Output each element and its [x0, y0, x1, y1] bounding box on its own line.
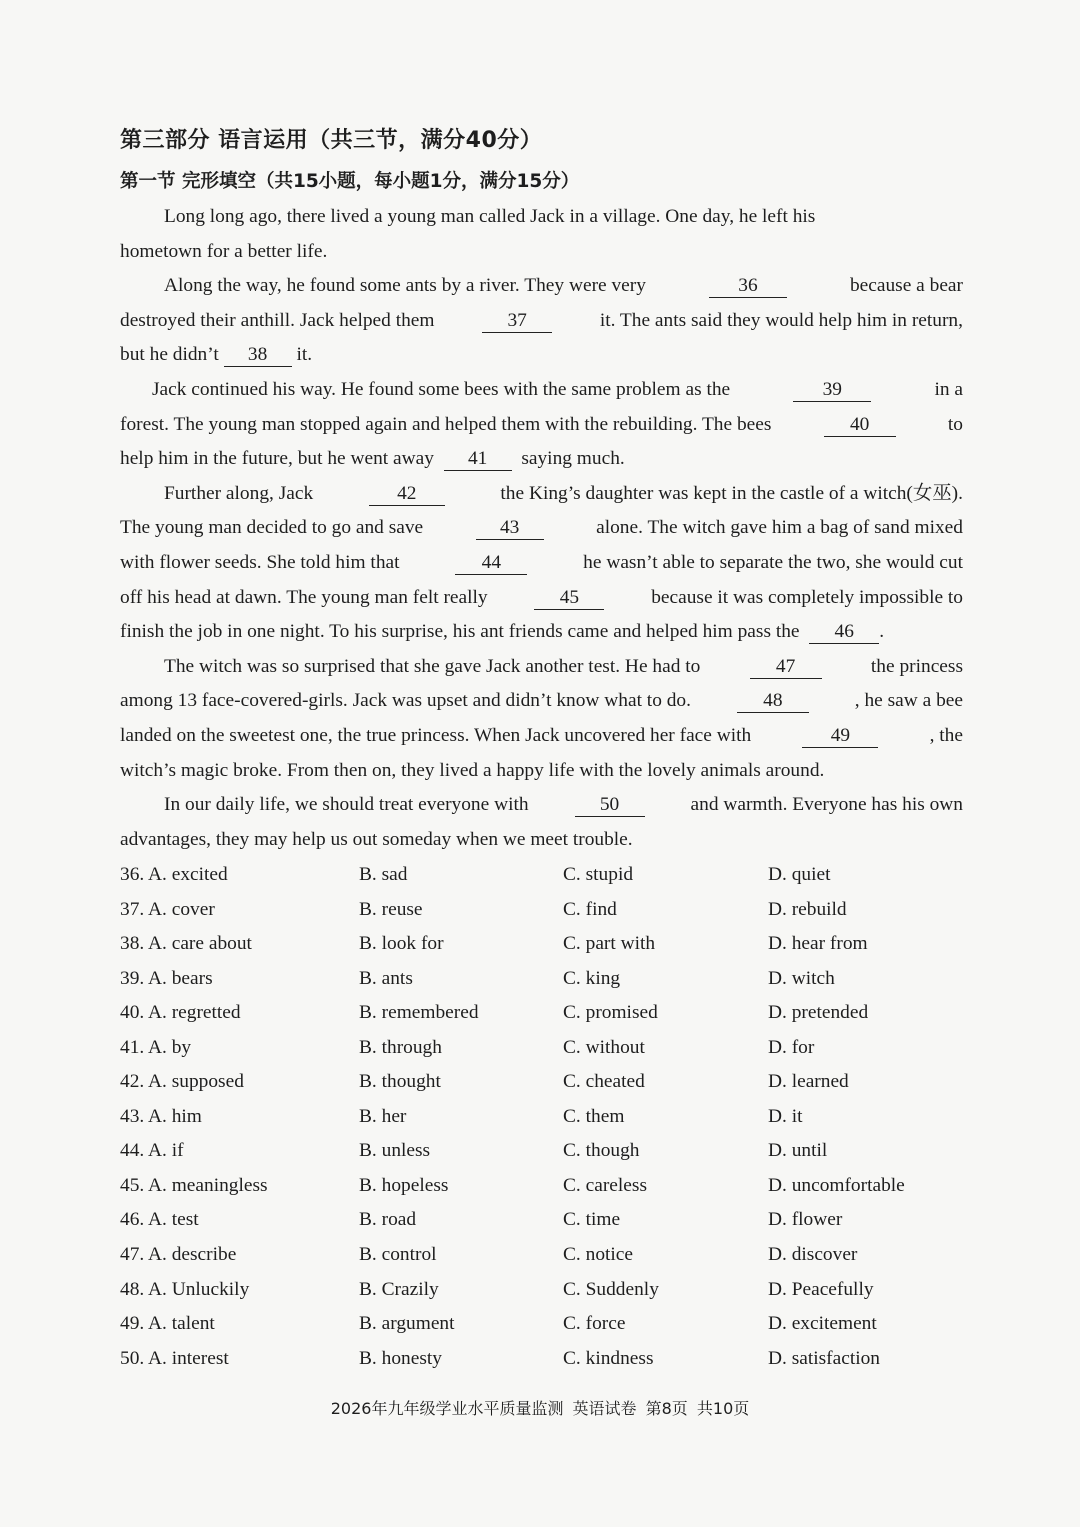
passage-text: landed on the sweetest one, the true princess. When Jack uncovered her face with: [120, 724, 752, 746]
option-c: C. kindness: [563, 1347, 654, 1369]
option-b: B. honesty: [359, 1347, 442, 1369]
option-row: [120, 927, 980, 962]
option-c: C. promised: [563, 1002, 658, 1024]
option-b: B. control: [359, 1244, 437, 1266]
option-b: B. reuse: [359, 898, 423, 920]
option-row: [120, 1342, 980, 1377]
section-title: 第一节 完形填空（共15小题，每小题1分，满分15分）: [120, 171, 580, 192]
option-c: C. them: [563, 1105, 625, 1127]
blank-46: 46: [809, 621, 879, 644]
option-a: 44. A. if: [120, 1140, 184, 1162]
option-a: 49. A. talent: [120, 1313, 215, 1335]
blank-37: 37: [482, 310, 552, 333]
option-a: 38. A. care about: [120, 933, 252, 955]
passage-line: [120, 546, 963, 581]
option-d: D. until: [768, 1140, 828, 1162]
passage-text: Jack continued his way. He found some bees with the same problem as the: [152, 378, 731, 400]
passage-text: finish the job in one night. To his surprise, his ant friends came and helped him pass the: [120, 621, 810, 643]
option-c: C. without: [563, 1036, 645, 1058]
option-a: 41. A. by: [120, 1036, 192, 1058]
option-c: C. careless: [563, 1174, 647, 1196]
passage-text: Further along, Jack: [164, 482, 314, 504]
option-b: B. unless: [359, 1140, 431, 1162]
passage-text: the King’s daughter was kept in the castle of a witch(女巫).: [500, 482, 963, 504]
passage-text: , the: [929, 724, 963, 746]
passage-line: [120, 823, 963, 858]
option-d: D. excitement: [768, 1313, 877, 1335]
passage-line: [120, 304, 963, 339]
option-row: [120, 858, 980, 893]
passage-text: off his head at dawn. The young man felt really: [120, 586, 488, 608]
passage-line: [120, 338, 963, 373]
blank-48: 48: [737, 690, 809, 713]
option-a: 48. A. Unluckily: [120, 1278, 250, 1300]
passage-text: forest. The young man stopped again and helped them with the rebuilding. The bees: [120, 413, 772, 435]
passage-text: The young man decided to go and save: [120, 517, 424, 539]
passage-text: but he didn’t: [120, 344, 224, 366]
option-a: 45. A. meaningless: [120, 1174, 268, 1196]
option-row: [120, 996, 980, 1031]
passage-text: to: [947, 413, 963, 435]
option-row: [120, 1169, 980, 1204]
passage-line: [120, 269, 963, 304]
blank-38: 38: [224, 344, 292, 367]
passage-line: [120, 235, 963, 270]
option-c: C. time: [563, 1209, 621, 1231]
option-row: [120, 1065, 980, 1100]
passage-text: The witch was so surprised that she gave Jack another test. He had to: [164, 655, 701, 677]
option-b: B. road: [359, 1209, 417, 1231]
option-b: B. thought: [359, 1071, 441, 1093]
option-b: B. Crazily: [359, 1278, 439, 1300]
passage-text: it. The ants said they would help him in return,: [599, 309, 963, 331]
option-a: 50. A. interest: [120, 1347, 229, 1369]
passage-text: hometown for a better life.: [120, 240, 328, 262]
option-d: D. hear from: [768, 933, 868, 955]
option-c: C. find: [563, 898, 617, 920]
option-a: 40. A. regretted: [120, 1002, 241, 1024]
option-d: D. witch: [768, 967, 835, 989]
blank-45: 45: [534, 587, 604, 610]
passage-line: [120, 754, 963, 789]
option-d: D. uncomfortable: [768, 1174, 905, 1196]
option-d: D. satisfaction: [768, 1347, 881, 1369]
option-b: B. look for: [359, 933, 444, 955]
blank-39: 39: [793, 379, 871, 402]
passage-text: among 13 face-covered-girls. Jack was upset and didn’t know what to do.: [120, 690, 691, 712]
option-c: C. Suddenly: [563, 1278, 659, 1300]
option-b: B. ants: [359, 967, 413, 989]
option-d: D. learned: [768, 1071, 849, 1093]
option-b: B. argument: [359, 1313, 455, 1335]
passage-text: alone. The witch gave him a bag of sand mixed: [596, 517, 963, 539]
passage-line: [120, 200, 963, 235]
option-c: C. cheated: [563, 1071, 645, 1093]
option-b: B. through: [359, 1036, 442, 1058]
option-row: [120, 1134, 980, 1169]
option-d: D. pretended: [768, 1002, 869, 1024]
option-row: [120, 1238, 980, 1273]
blank-49: 49: [802, 725, 878, 748]
option-d: D. discover: [768, 1244, 858, 1266]
option-d: D. quiet: [768, 864, 831, 885]
option-a: 42. A. supposed: [120, 1071, 244, 1093]
passage-line: [120, 719, 963, 754]
passage-text: in a: [934, 378, 963, 400]
passage-line: [120, 373, 963, 408]
blank-47: 47: [750, 656, 822, 679]
blank-44: 44: [455, 552, 527, 575]
passage-line: [120, 615, 963, 650]
passage-line: [120, 581, 963, 616]
passage-text: Along the way, he found some ants by a river. They were very: [164, 275, 646, 297]
passage-text: In our daily life, we should treat everyone with: [164, 794, 529, 816]
passage-text: .: [879, 621, 885, 643]
passage-text: destroyed their anthill. Jack helped them: [120, 309, 435, 331]
answer-options: [120, 858, 980, 1376]
option-c: C. though: [563, 1140, 640, 1162]
blank-41: 41: [444, 448, 512, 471]
passage-line: [120, 442, 963, 477]
passage-line: [120, 684, 963, 719]
passage-line: [120, 408, 963, 443]
option-row: [120, 1031, 980, 1066]
option-row: [120, 1273, 980, 1308]
option-d: D. rebuild: [768, 898, 847, 920]
option-c: C. notice: [563, 1244, 634, 1266]
option-a: 46. A. test: [120, 1209, 199, 1231]
passage-line: [120, 650, 963, 685]
option-b: B. hopeless: [359, 1174, 449, 1196]
passage-text: with flower seeds. She told him that: [120, 551, 400, 573]
passage-text: help him in the future, but he went away: [120, 448, 444, 470]
passage-text: because it was completely impossible to: [651, 586, 963, 608]
option-d: D. Peacefully: [768, 1278, 874, 1300]
option-c: C. king: [563, 967, 621, 989]
option-row: [120, 1203, 980, 1238]
option-c: C. stupid: [563, 864, 634, 885]
passage-text: advantages, they may help us out someday when we meet trouble.: [120, 828, 633, 850]
option-row: [120, 1307, 980, 1342]
passage-text: and warmth. Everyone has his own: [690, 794, 963, 816]
passage-text: saying much.: [511, 448, 625, 470]
option-b: B. sad: [359, 864, 408, 885]
passage-text: the princess: [870, 655, 963, 677]
passage-line: [120, 477, 963, 512]
passage-text: it.: [291, 344, 313, 366]
passage-text: witch’s magic broke. From then on, they lived a happy life with the lovely animals around.: [120, 759, 825, 781]
option-a: 47. A. describe: [120, 1244, 237, 1266]
blank-50: 50: [575, 794, 645, 817]
option-row: [120, 893, 980, 928]
passage-line: [120, 511, 963, 546]
passage-text: , he saw a bee: [854, 690, 963, 712]
option-a: 37. A. cover: [120, 898, 215, 920]
option-b: B. remembered: [359, 1002, 479, 1024]
passage-text: Long long ago, there lived a young man called Jack in a village. One day, he left his: [164, 206, 816, 227]
option-d: D. flower: [768, 1209, 843, 1231]
blank-36: 36: [709, 275, 787, 298]
option-d: D. for: [768, 1036, 815, 1058]
page-footer: 2026年九年级学业水平质量监测 英语试卷 第8页 共10页: [330, 1399, 750, 1418]
blank-40: 40: [824, 414, 896, 437]
blank-43: 43: [476, 517, 544, 540]
cloze-passage: [120, 200, 963, 857]
passage-text: because a bear: [849, 275, 963, 297]
option-c: C. force: [563, 1313, 626, 1335]
passage-text: he wasn’t able to separate the two, she would cut: [583, 551, 963, 573]
option-b: B. her: [359, 1105, 407, 1127]
option-a: 43. A. him: [120, 1105, 202, 1127]
option-row: [120, 962, 980, 997]
option-a: 39. A. bears: [120, 967, 213, 989]
blank-42: 42: [369, 483, 445, 506]
option-a: 36. A. excited: [120, 864, 228, 885]
passage-line: [120, 788, 963, 823]
option-row: [120, 1100, 980, 1135]
option-c: C. part with: [563, 933, 656, 955]
part-title: 第三部分 语言运用（共三节，满分40分）: [120, 128, 543, 153]
option-d: D. it: [768, 1105, 803, 1127]
